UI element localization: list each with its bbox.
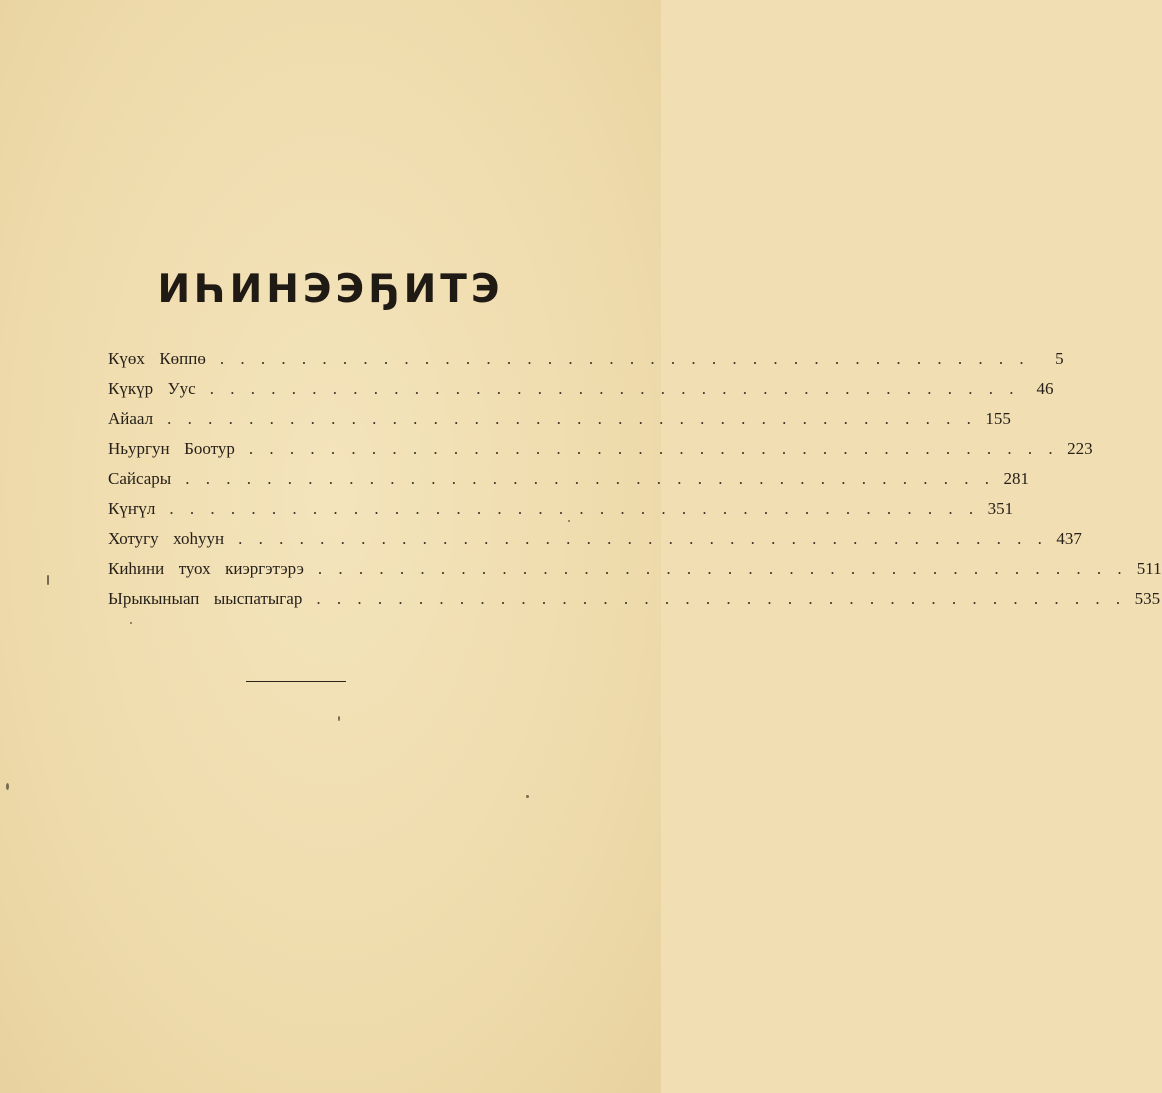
toc-entry-page: 511 [1136, 559, 1162, 578]
toc-entry [108, 524, 1082, 554]
toc-entry-page: 46 [1036, 379, 1054, 398]
toc-leader-dots: . . . . . . . . . . . . . . . . . . . . . . . . . . . . . . . . . . . . . . . . [238, 529, 1048, 548]
toc-leader-dots: . . . . . . . . . . . . . . . . . . . . . . . . . . . . . . . . . . . . . . . . [209, 379, 1020, 398]
toc-leader-dots: . . . . . . . . . . . . . . . . . . . . . . . . . . . . . . . . . . . . . . . . [169, 499, 980, 518]
toc-entry [108, 374, 1054, 404]
paper-speck [6, 783, 9, 790]
toc-entry [108, 404, 1011, 434]
toc-leader-dots: . . . . . . . . . . . . . . . . . . . . . . . . . . . . . . . . . . . . . . . . [317, 559, 1128, 578]
toc-entry-page: 535 [1134, 589, 1161, 608]
paper-speck [130, 622, 132, 624]
toc-entry [108, 344, 1064, 374]
toc-entry-page: 155 [985, 409, 1011, 428]
toc-entry-page: 223 [1067, 439, 1093, 458]
toc-entry [108, 494, 1014, 524]
toc-entry [108, 554, 1162, 584]
paper-speck [47, 575, 49, 585]
toc-entry-title: Күҥүл [108, 499, 156, 518]
toc-entry-page: 281 [1003, 469, 1029, 488]
table-of-contents [108, 344, 1162, 614]
page-title: ИҺИНЭЭҔИТЭ [157, 267, 504, 312]
toc-entry [108, 464, 1029, 494]
paper-speck [568, 520, 570, 522]
toc-leader-dots: . . . . . . . . . . . . . . . . . . . . . . . . . . . . . . . . . . . . . . . . [316, 589, 1127, 608]
toc-entry [108, 584, 1161, 614]
end-rule [246, 681, 346, 682]
toc-entry-title: Сайсары [108, 469, 172, 488]
toc-entry-page: 5 [1055, 349, 1064, 368]
toc-leader-dots: . . . . . . . . . . . . . . . . . . . . . . . . . . . . . . . . . . . . . . . . [219, 349, 1030, 368]
toc-entry-page: 437 [1056, 529, 1082, 548]
toc-leader-dots: . . . . . . . . . . . . . . . . . . . . . . . . . . . . . . . . . . . . . . . . [185, 469, 995, 488]
toc-entry [108, 434, 1093, 464]
paper-speck [526, 795, 529, 798]
toc-leader-dots: . . . . . . . . . . . . . . . . . . . . . . . . . . . . . . . . . . . . . . . . [167, 409, 977, 428]
toc-entry-title: Айаал [108, 409, 154, 428]
paper-speck [338, 716, 340, 721]
toc-leader-dots: . . . . . . . . . . . . . . . . . . . . . . . . . . . . . . . . . . . . . . . . [248, 439, 1059, 458]
toc-entry-title: Ньургун Боотур [108, 439, 235, 458]
toc-entry-title: Күкүр Уус [108, 379, 196, 398]
toc-entry-title: Киһини туох киэргэтэрэ [108, 559, 304, 578]
toc-entry-page: 351 [987, 499, 1014, 518]
toc-entry-title: Ырыкыныап ыыспатыгар [108, 589, 303, 608]
toc-entry-title: Хотугу хоһуун [108, 529, 225, 548]
toc-entry-title: Күөх Көппө [108, 349, 206, 368]
